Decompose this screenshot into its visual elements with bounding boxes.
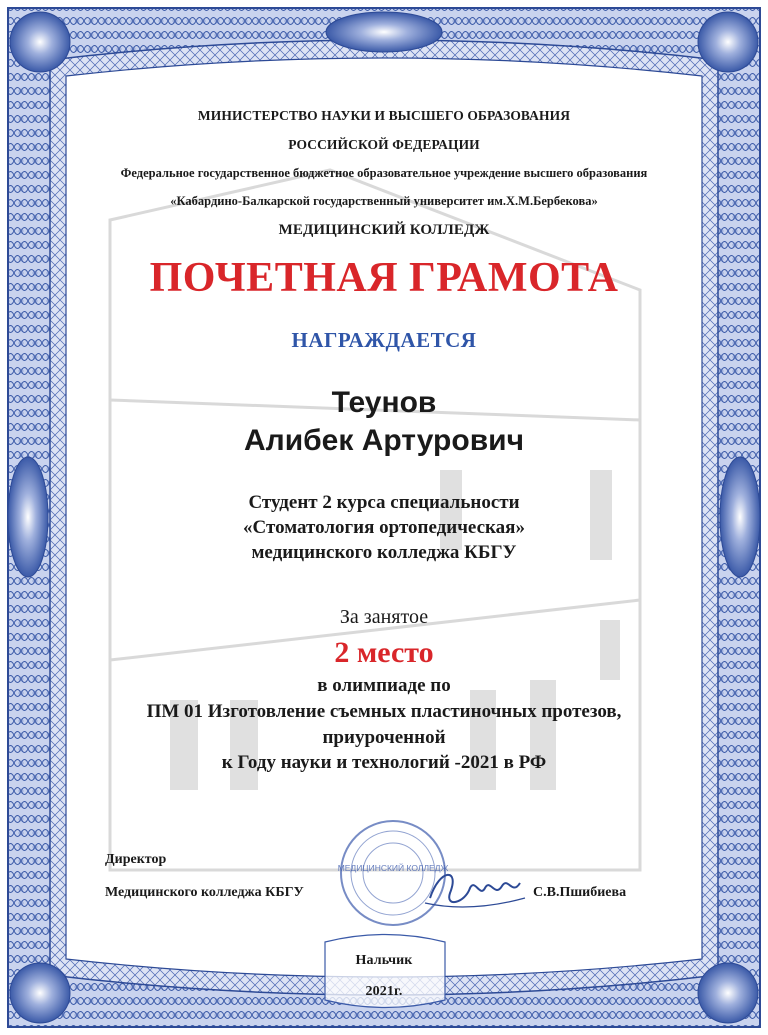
olympiad-line-4: к Году науки и технологий -2021 в РФ bbox=[221, 752, 547, 773]
olympiad-line-1: в олимпиаде по bbox=[317, 675, 451, 696]
college-name: МЕДИЦИНСКИЙ КОЛЛЕДЖ bbox=[278, 222, 490, 238]
olympiad-line-2: ПМ 01 Изготовление съемных пластиночных протезов, bbox=[146, 701, 622, 722]
for-text: За занятое bbox=[339, 606, 429, 628]
student-line-2: «Стоматология ортопедическая» bbox=[243, 517, 525, 538]
director-label: Директор bbox=[105, 852, 167, 867]
signer-name: С.В.Пшибиева bbox=[533, 885, 627, 900]
ministry-line-1: МИНИСТЕРСТВО НАУКИ И ВЫСШЕГО ОБРАЗОВАНИЯ bbox=[197, 108, 571, 123]
seal-text: МЕДИЦИНСКИЙ КОЛЛЕДЖ bbox=[338, 863, 448, 873]
olympiad-line-3: приуроченной bbox=[322, 727, 446, 748]
director-signature bbox=[420, 858, 530, 918]
director-position: Медицинского колледжа КБГУ bbox=[105, 885, 304, 900]
ministry-line-2: РОССИЙСКОЙ ФЕДЕРАЦИИ bbox=[288, 137, 480, 152]
city-name: Нальчик bbox=[355, 953, 413, 968]
certificate-title: ПОЧЕТНАЯ ГРАМОТА bbox=[149, 255, 619, 301]
student-line-1: Студент 2 курса специальности bbox=[248, 492, 520, 513]
institution-line-2: «Кабардино-Балкарской государственный университет им.Х.М.Бербекова» bbox=[170, 194, 598, 208]
recipient-given-name: Алибек Артурович bbox=[243, 424, 524, 457]
recipient-surname: Теунов bbox=[331, 386, 437, 419]
institution-line-1: Федеральное государственное бюджетное образовательное учреждение высшего образования bbox=[120, 166, 648, 180]
student-line-3: медицинского колледжа КБГУ bbox=[251, 542, 517, 563]
year-label: 2021г. bbox=[365, 984, 403, 999]
place-value: 2 место bbox=[334, 636, 434, 669]
awarded-label: НАГРАЖДАЕТСЯ bbox=[291, 328, 477, 352]
